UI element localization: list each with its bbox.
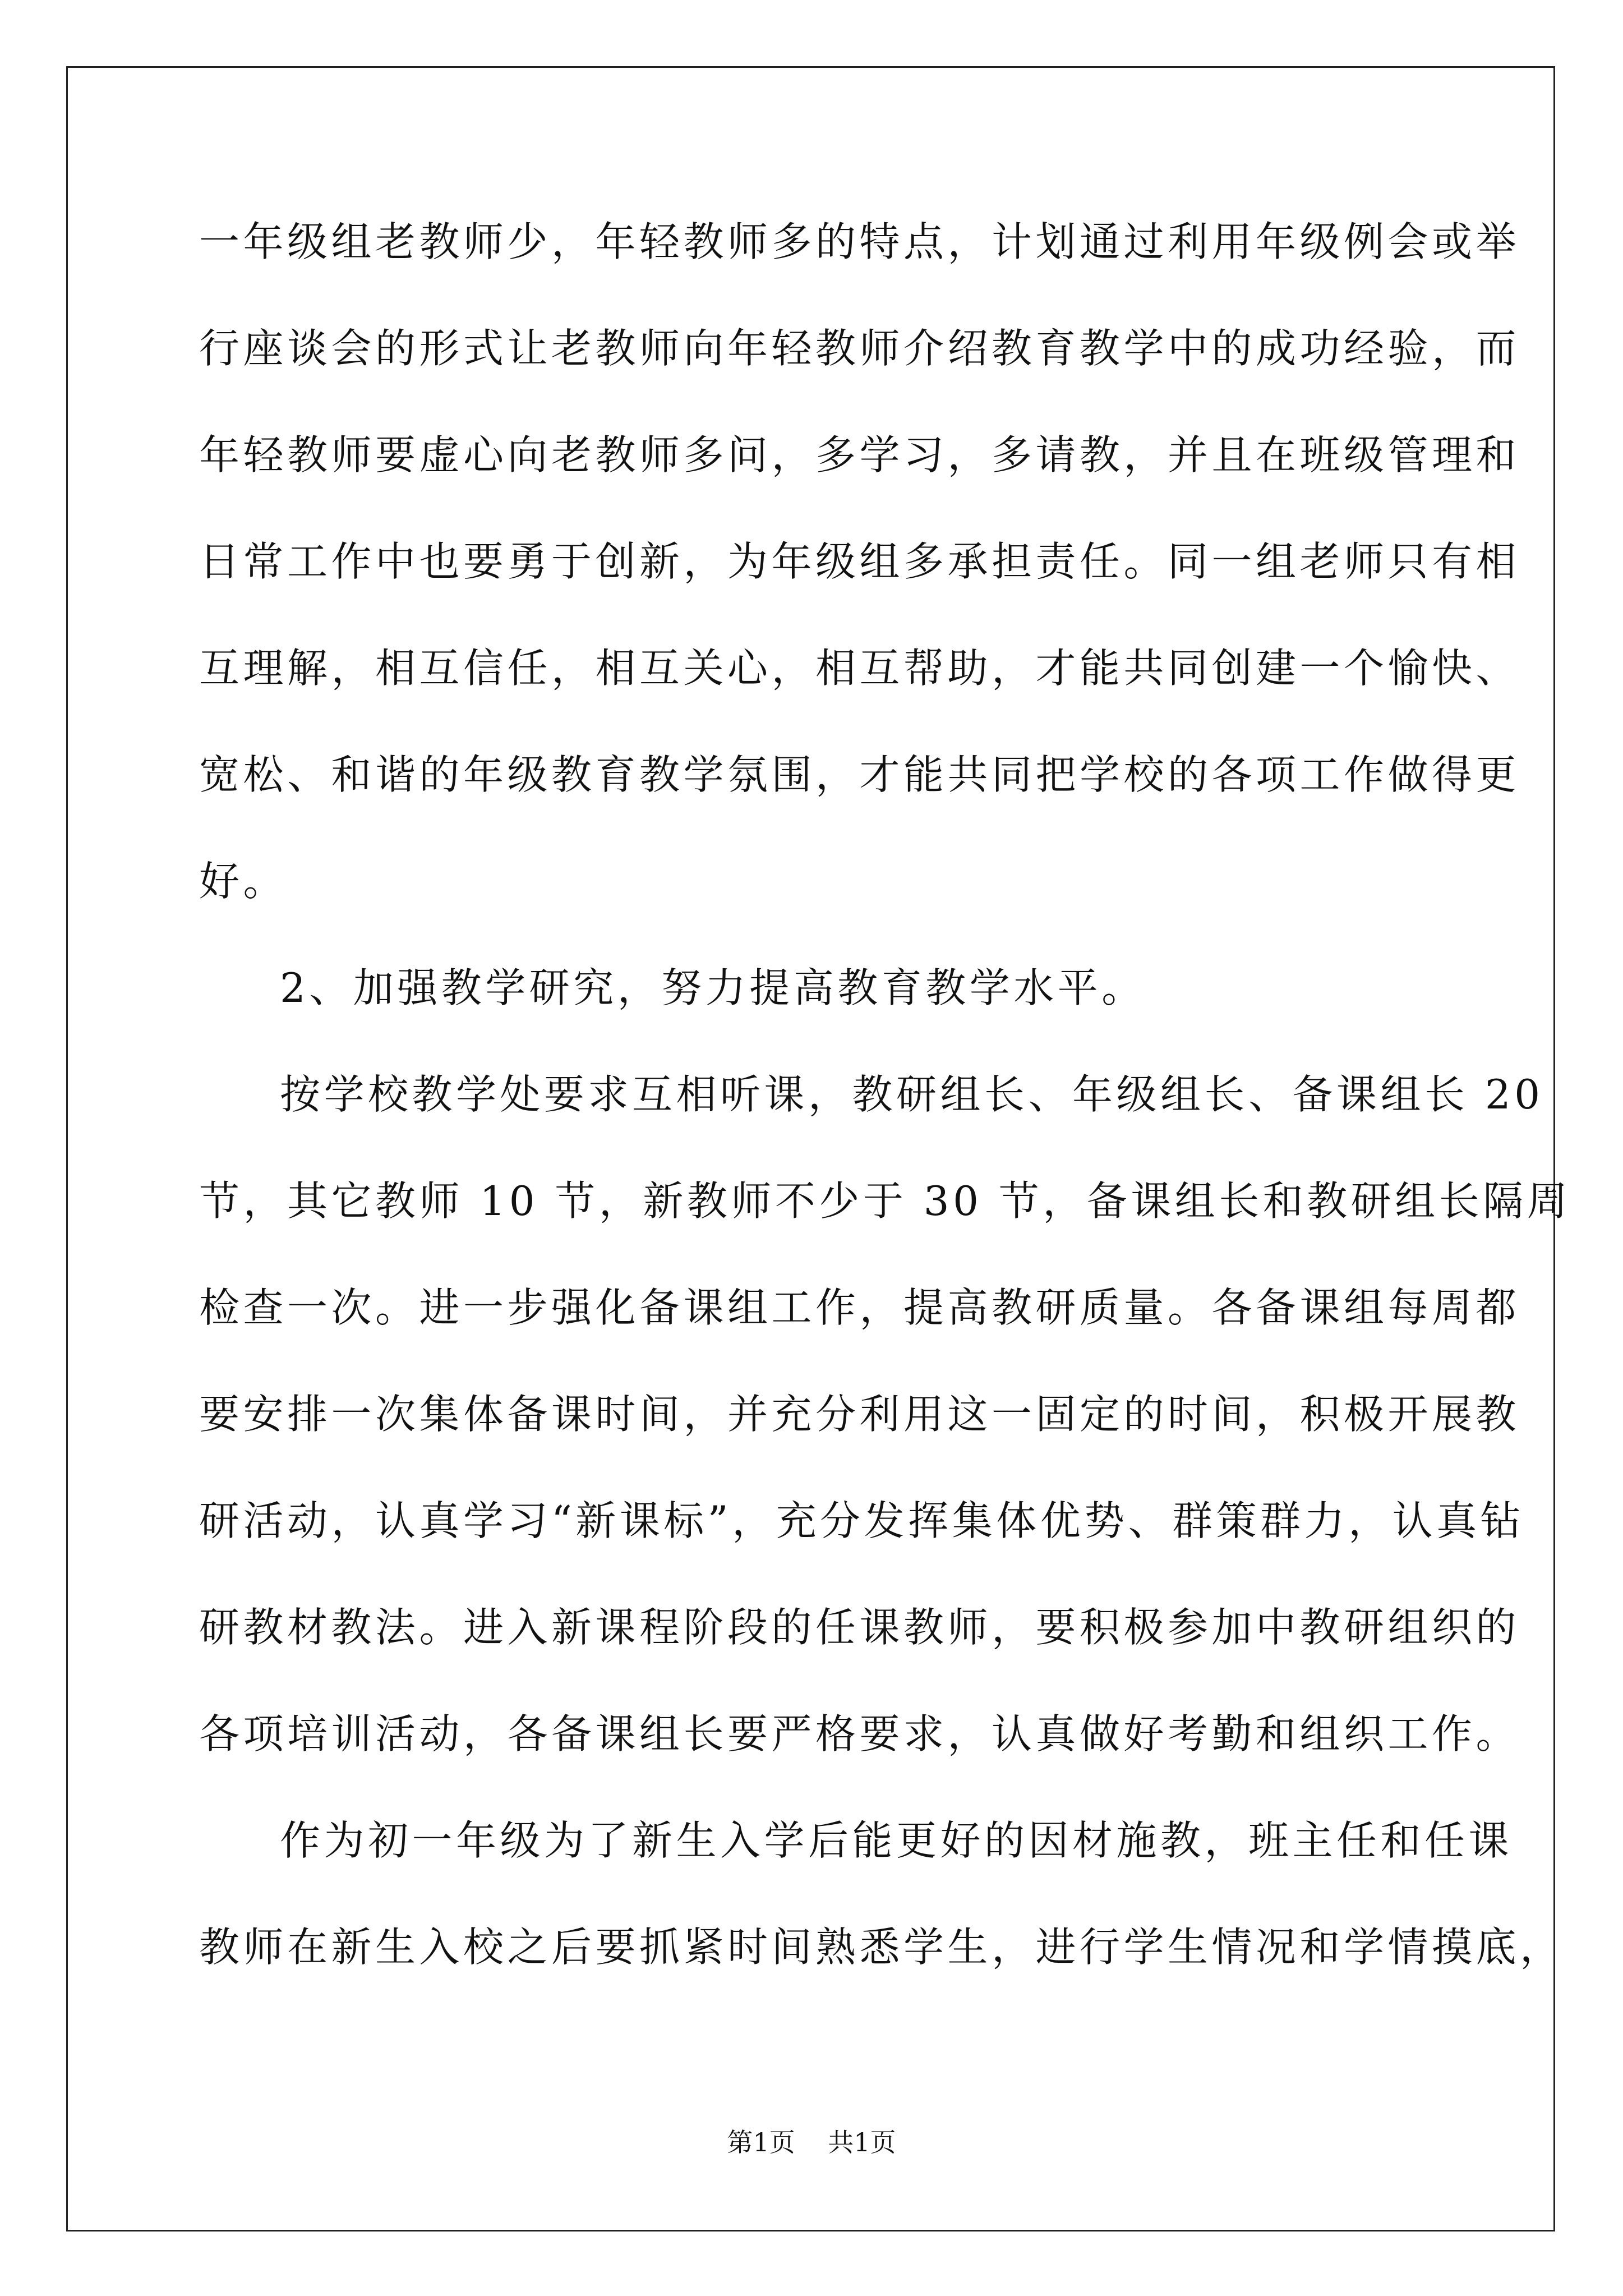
document-body xyxy=(199,211,1571,2023)
text-line-6: 宽松、和谐的年级教育教学氛围，才能共同把学校的各项工作做得更 xyxy=(199,751,1520,798)
page-footer: 第1页 共1页 xyxy=(727,2127,896,2157)
text-line-17: 教师在新生入校之后要抓紧时间熟悉学生，进行学生情况和学情摸底， xyxy=(199,1924,1564,1971)
section-heading: 2、加强教学研究，努力提高教育教学水平。 xyxy=(280,964,1146,1011)
text-line-7: 好。 xyxy=(199,858,288,905)
text-line-11: 检查一次。进一步强化备课组工作，提高教研质量。各备课组每周都 xyxy=(199,1284,1520,1331)
text-line-4: 日常工作中也要勇于创新，为年级组多承担责任。同一组老师只有相 xyxy=(199,538,1520,585)
text-line-5: 互理解，相互信任，相互关心，相互帮助，才能共同创建一个愉快、 xyxy=(199,645,1520,692)
text-line-9: 按学校教学处要求互相听课，教研组长、年级组长、备课组长 20 xyxy=(280,1071,1544,1118)
text-line-1: 一年级组老教师少，年轻教师多的特点，计划通过利用年级例会或举 xyxy=(199,218,1520,265)
text-line-10: 节，其它教师 10 节，新教师不少于 30 节，备课组长和教研组长隔周 xyxy=(199,1177,1571,1225)
text-line-2: 行座谈会的形式让老教师向年轻教师介绍教育教学中的成功经验，而 xyxy=(199,325,1520,372)
text-line-16: 作为初一年级为了新生入学后能更好的因材施教，班主任和任课 xyxy=(280,1817,1513,1864)
text-line-13: 研活动，认真学习“新课标”，充分发挥集体优势、群策群力，认真钻 xyxy=(199,1497,1525,1544)
text-line-15: 各项培训活动，各备课组长要严格要求，认真做好考勤和组织工作。 xyxy=(199,1710,1520,1757)
text-line-3: 年轻教师要虚心向老教师多问，多学习，多请教，并且在班级管理和 xyxy=(199,431,1520,478)
text-line-12: 要安排一次集体备课时间，并充分利用这一固定的时间，积极开展教 xyxy=(199,1391,1520,1438)
text-line-14: 研教材教法。进入新课程阶段的任课教师，要积极参加中教研组织的 xyxy=(199,1604,1520,1651)
